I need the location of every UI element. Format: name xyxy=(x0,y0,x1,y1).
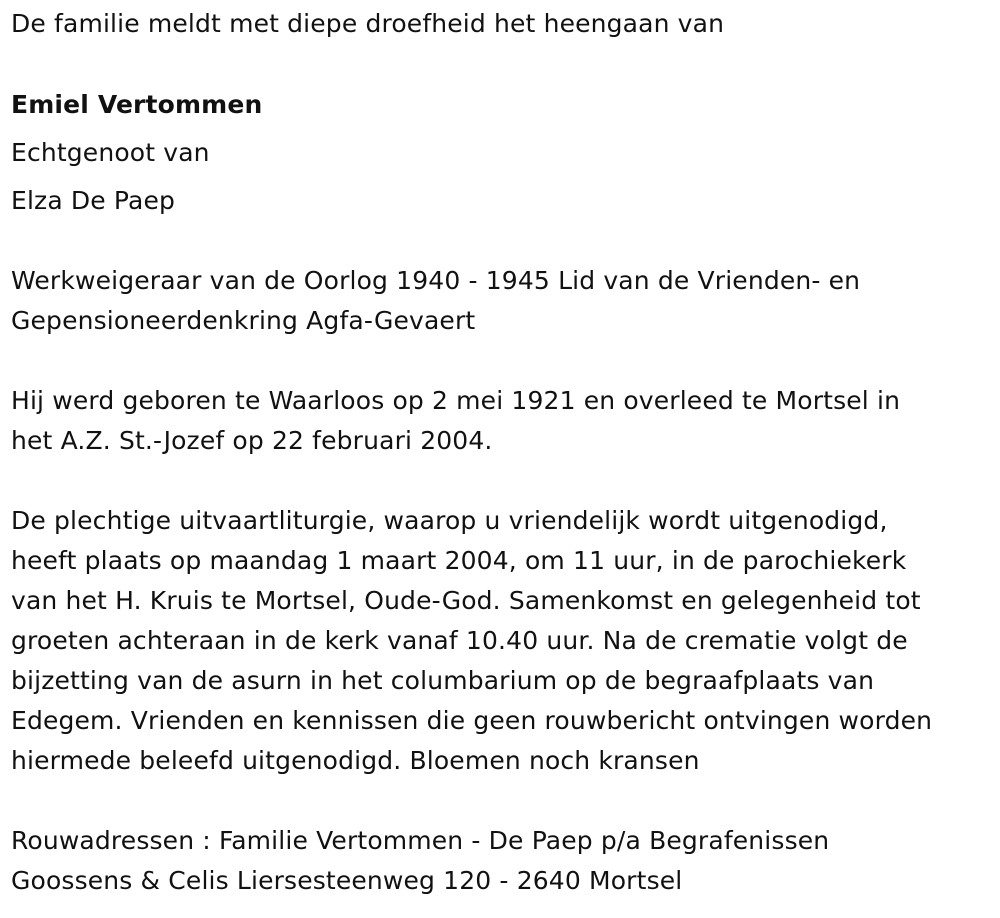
intro-text: De familie meldt met diepe droefheid het heengaan van xyxy=(11,9,725,38)
deceased-name: Emiel Vertommen xyxy=(11,90,263,119)
ceremony-line: Edegem. Vrienden en kennissen die geen rouwbericht ontvingen worden xyxy=(11,706,933,735)
ceremony-line: bijzetting van de asurn in het columbarium op de begraafplaats van xyxy=(11,666,875,695)
spouse-label: Echtgenoot van xyxy=(11,138,210,167)
address-line: Goossens & Celis Liersesteenweg 120 - 2640 Mortsel xyxy=(11,866,683,895)
ceremony-line: groeten achteraan in de kerk vanaf 10.40 uur. Na de crematie volgt de xyxy=(11,626,908,655)
ceremony-line: van het H. Kruis te Mortsel, Oude-God. Samenkomst en gelegenheid tot xyxy=(11,586,921,615)
affiliation-line: Gepensioneerdenkring Agfa-Gevaert xyxy=(11,306,476,335)
affiliation-line: Werkweigeraar van de Oorlog 1940 - 1945 Lid van de Vrienden- en xyxy=(11,266,861,295)
ceremony-line: De plechtige uitvaartliturgie, waarop u vriendelijk wordt uitgenodigd, xyxy=(11,506,888,535)
birth-death-line: het A.Z. St.-Jozef op 22 februari 2004. xyxy=(11,426,493,455)
birth-death-line: Hij werd geboren te Waarloos op 2 mei 1921 en overleed te Mortsel in xyxy=(11,386,901,415)
ceremony-line: heeft plaats op maandag 1 maart 2004, om 11 uur, in de parochiekerk xyxy=(11,546,907,575)
address-line: Rouwadressen : Familie Vertommen - De Paep p/a Begrafenissen xyxy=(11,826,830,855)
ceremony-line: hiermede beleefd uitgenodigd. Bloemen noch kransen xyxy=(11,746,700,775)
spouse-name: Elza De Paep xyxy=(11,186,176,215)
